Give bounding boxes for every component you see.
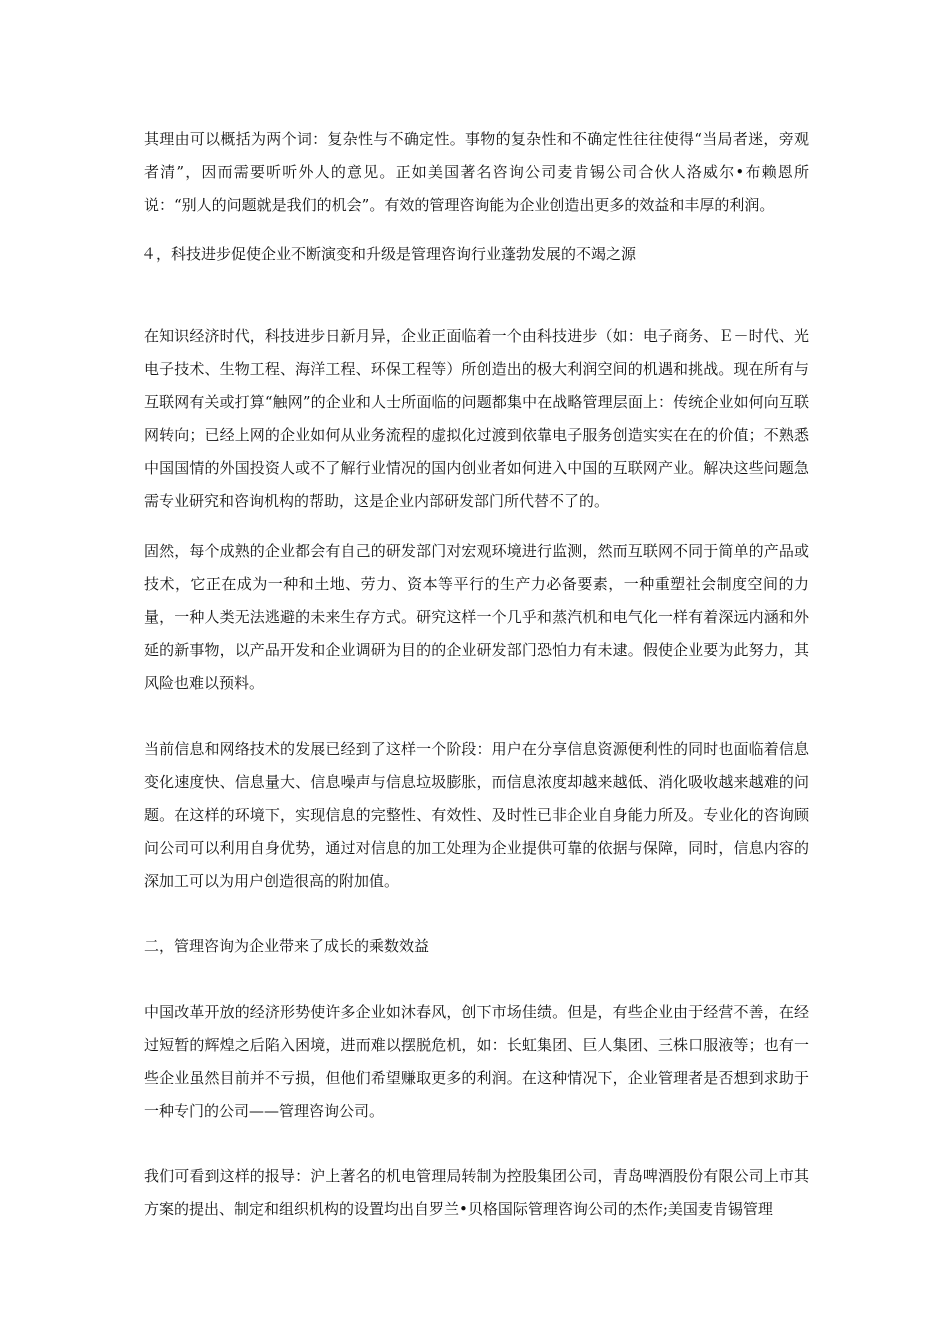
paragraph-reports: 我们可看到这样的报导：沪上著名的机电管理局转制为控股集团公司，青岛啤酒股份有限公司上市其方案的提出、制定和组织机构的设置均出自罗兰•贝格国际管理咨询公司的杰作;美国麦肯锡管理 bbox=[144, 1167, 809, 1218]
paragraph-reform-economy: 中国改革开放的经济形势使许多企业如沐春风，创下市场佳绩。但是，有些企业由于经营不善，在经过短暂的辉煌之后陷入困境，进而难以摆脱危机，如：长虹集团、巨人集团、三株口服液等；也有一些企业虽然目前并不亏损，但他们希望赚取更多的利润。在这种情况下，企业管理者是否想到求助于一种专门的公司——管理咨询公司。 bbox=[144, 1003, 809, 1120]
section-heading-2: 二，管理咨询为企业带来了成长的乘数效益 bbox=[144, 937, 430, 955]
paragraph-research-departments: 固然，每个成熟的企业都会有自己的研发部门对宏观环境进行监测，然而互联网不同于简单的产品或技术，它正在成为一种和土地、劳力、资本等平行的生产力必备要素，一种重塑社会制度空间的力量，一种人类无法逃避的未来生存方式。研究这样一个几乎和蒸汽机和电气化一样有着深远内涵和外延的新事物，以产品开发和企业调研为目的的企业研发部门恐怕力有未逮。假使企业要为此努力，其风险也难以预料。 bbox=[144, 542, 809, 692]
paragraph-knowledge-economy: 在知识经济时代，科技进步日新月异，企业正面临着一个由科技进步（如：电子商务、Ｅ－时代、光电子技术、生物工程、海洋工程、环保工程等）所创造出的极大利润空间的机遇和挑战。现在所有与互联网有关或打算“触网”的企业和人士所面临的问题都集中在战略管理层面上：传统企业如何向互联网转向；已经上网的企业如何从业务流程的虚拟化过渡到依靠电子服务创造实实在在的价值；不熟悉中国国情的外国投资人或不了解行业情况的国内创业者如何进入中国的互联网产业。解决这些问题急需专业研究和咨询机构的帮助，这是企业内部研发部门所代替不了的。 bbox=[144, 327, 809, 510]
section-heading-4: ４，科技进步促使企业不断演变和升级是管理咨询行业蓬勃发展的不竭之源 bbox=[141, 245, 637, 263]
paragraph-information-technology: 当前信息和网络技术的发展已经到了这样一个阶段：用户在分享信息资源便利性的同时也面临着信息变化速度快、信息量大、信息噪声与信息垃圾膨胀，而信息浓度却越来越低、消化吸收越来越难的问题。在这样的环境下，实现信息的完整性、有效性、及时性已非企业自身能力所及。专业化的咨询顾问公司可以利用自身优势，通过对信息的加工处理为企业提供可靠的依据与保障，同时，信息内容的深加工可以为用户创造很高的附加值。 bbox=[144, 740, 809, 890]
paragraph-complexity-uncertainty: 其理由可以概括为两个词：复杂性与不确定性。事物的复杂性和不确定性往往使得“当局者迷，旁观者清”，因而需要听听外人的意见。正如美国著名咨询公司麦肯锡公司合伙人洛威尔•布赖恩所说：“别人的问题就是我们的机会”。有效的管理咨询能为企业创造出更多的效益和丰厚的利润。 bbox=[144, 130, 809, 214]
